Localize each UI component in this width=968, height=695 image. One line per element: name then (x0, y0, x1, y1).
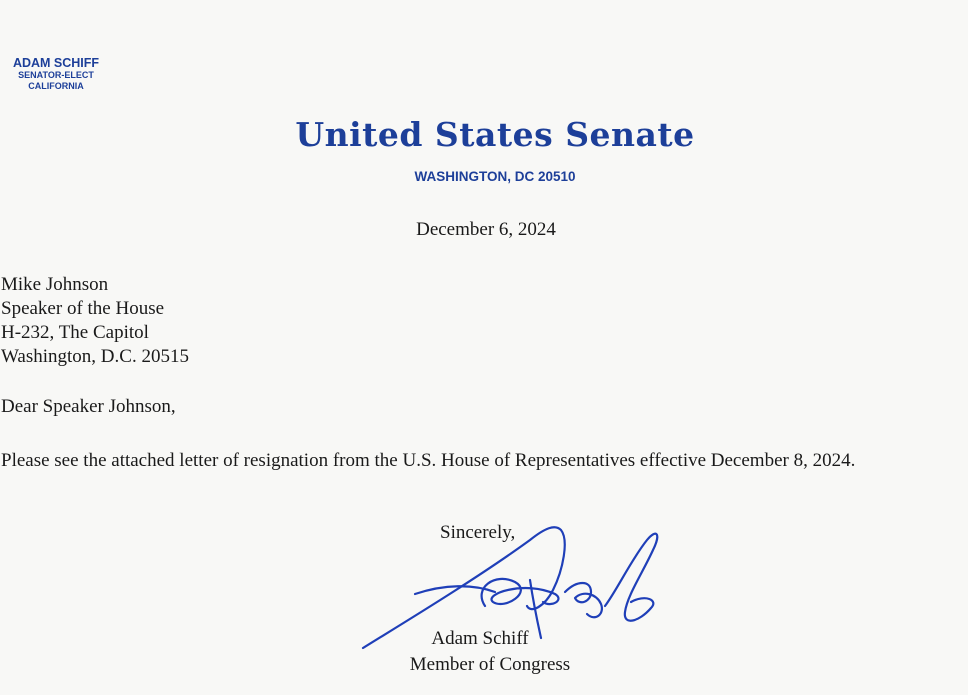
sender-block (0, 56, 112, 91)
sender-name: ADAM SCHIFF (12, 56, 100, 70)
letter-date: December 6, 2024 (416, 219, 556, 240)
recipient-address (1, 273, 189, 369)
signature-stroke (565, 583, 602, 617)
closing: Sincerely, (440, 522, 516, 543)
sender-title: SENATOR-ELECT (18, 70, 94, 81)
signer-name: Adam Schiff (431, 628, 529, 649)
recipient-line: Speaker of the House (1, 298, 165, 319)
letterhead-title: United States Senate (295, 115, 695, 154)
signature-stroke (605, 534, 657, 621)
signer-title: Member of Congress (409, 654, 571, 675)
letter-body: Please see the attached letter of resignation from the U.S. House of Representatives effective December 8, 2024. (1, 450, 856, 471)
letterhead-address: WASHINGTON, DC 20510 (414, 169, 576, 184)
recipient-line: H-232, The Capitol (1, 322, 149, 343)
sender-state: CALIFORNIA (28, 80, 84, 91)
recipient-line: Mike Johnson (1, 274, 109, 295)
recipient-line: Washington, D.C. 20515 (1, 346, 189, 367)
salutation: Dear Speaker Johnson, (1, 396, 176, 417)
